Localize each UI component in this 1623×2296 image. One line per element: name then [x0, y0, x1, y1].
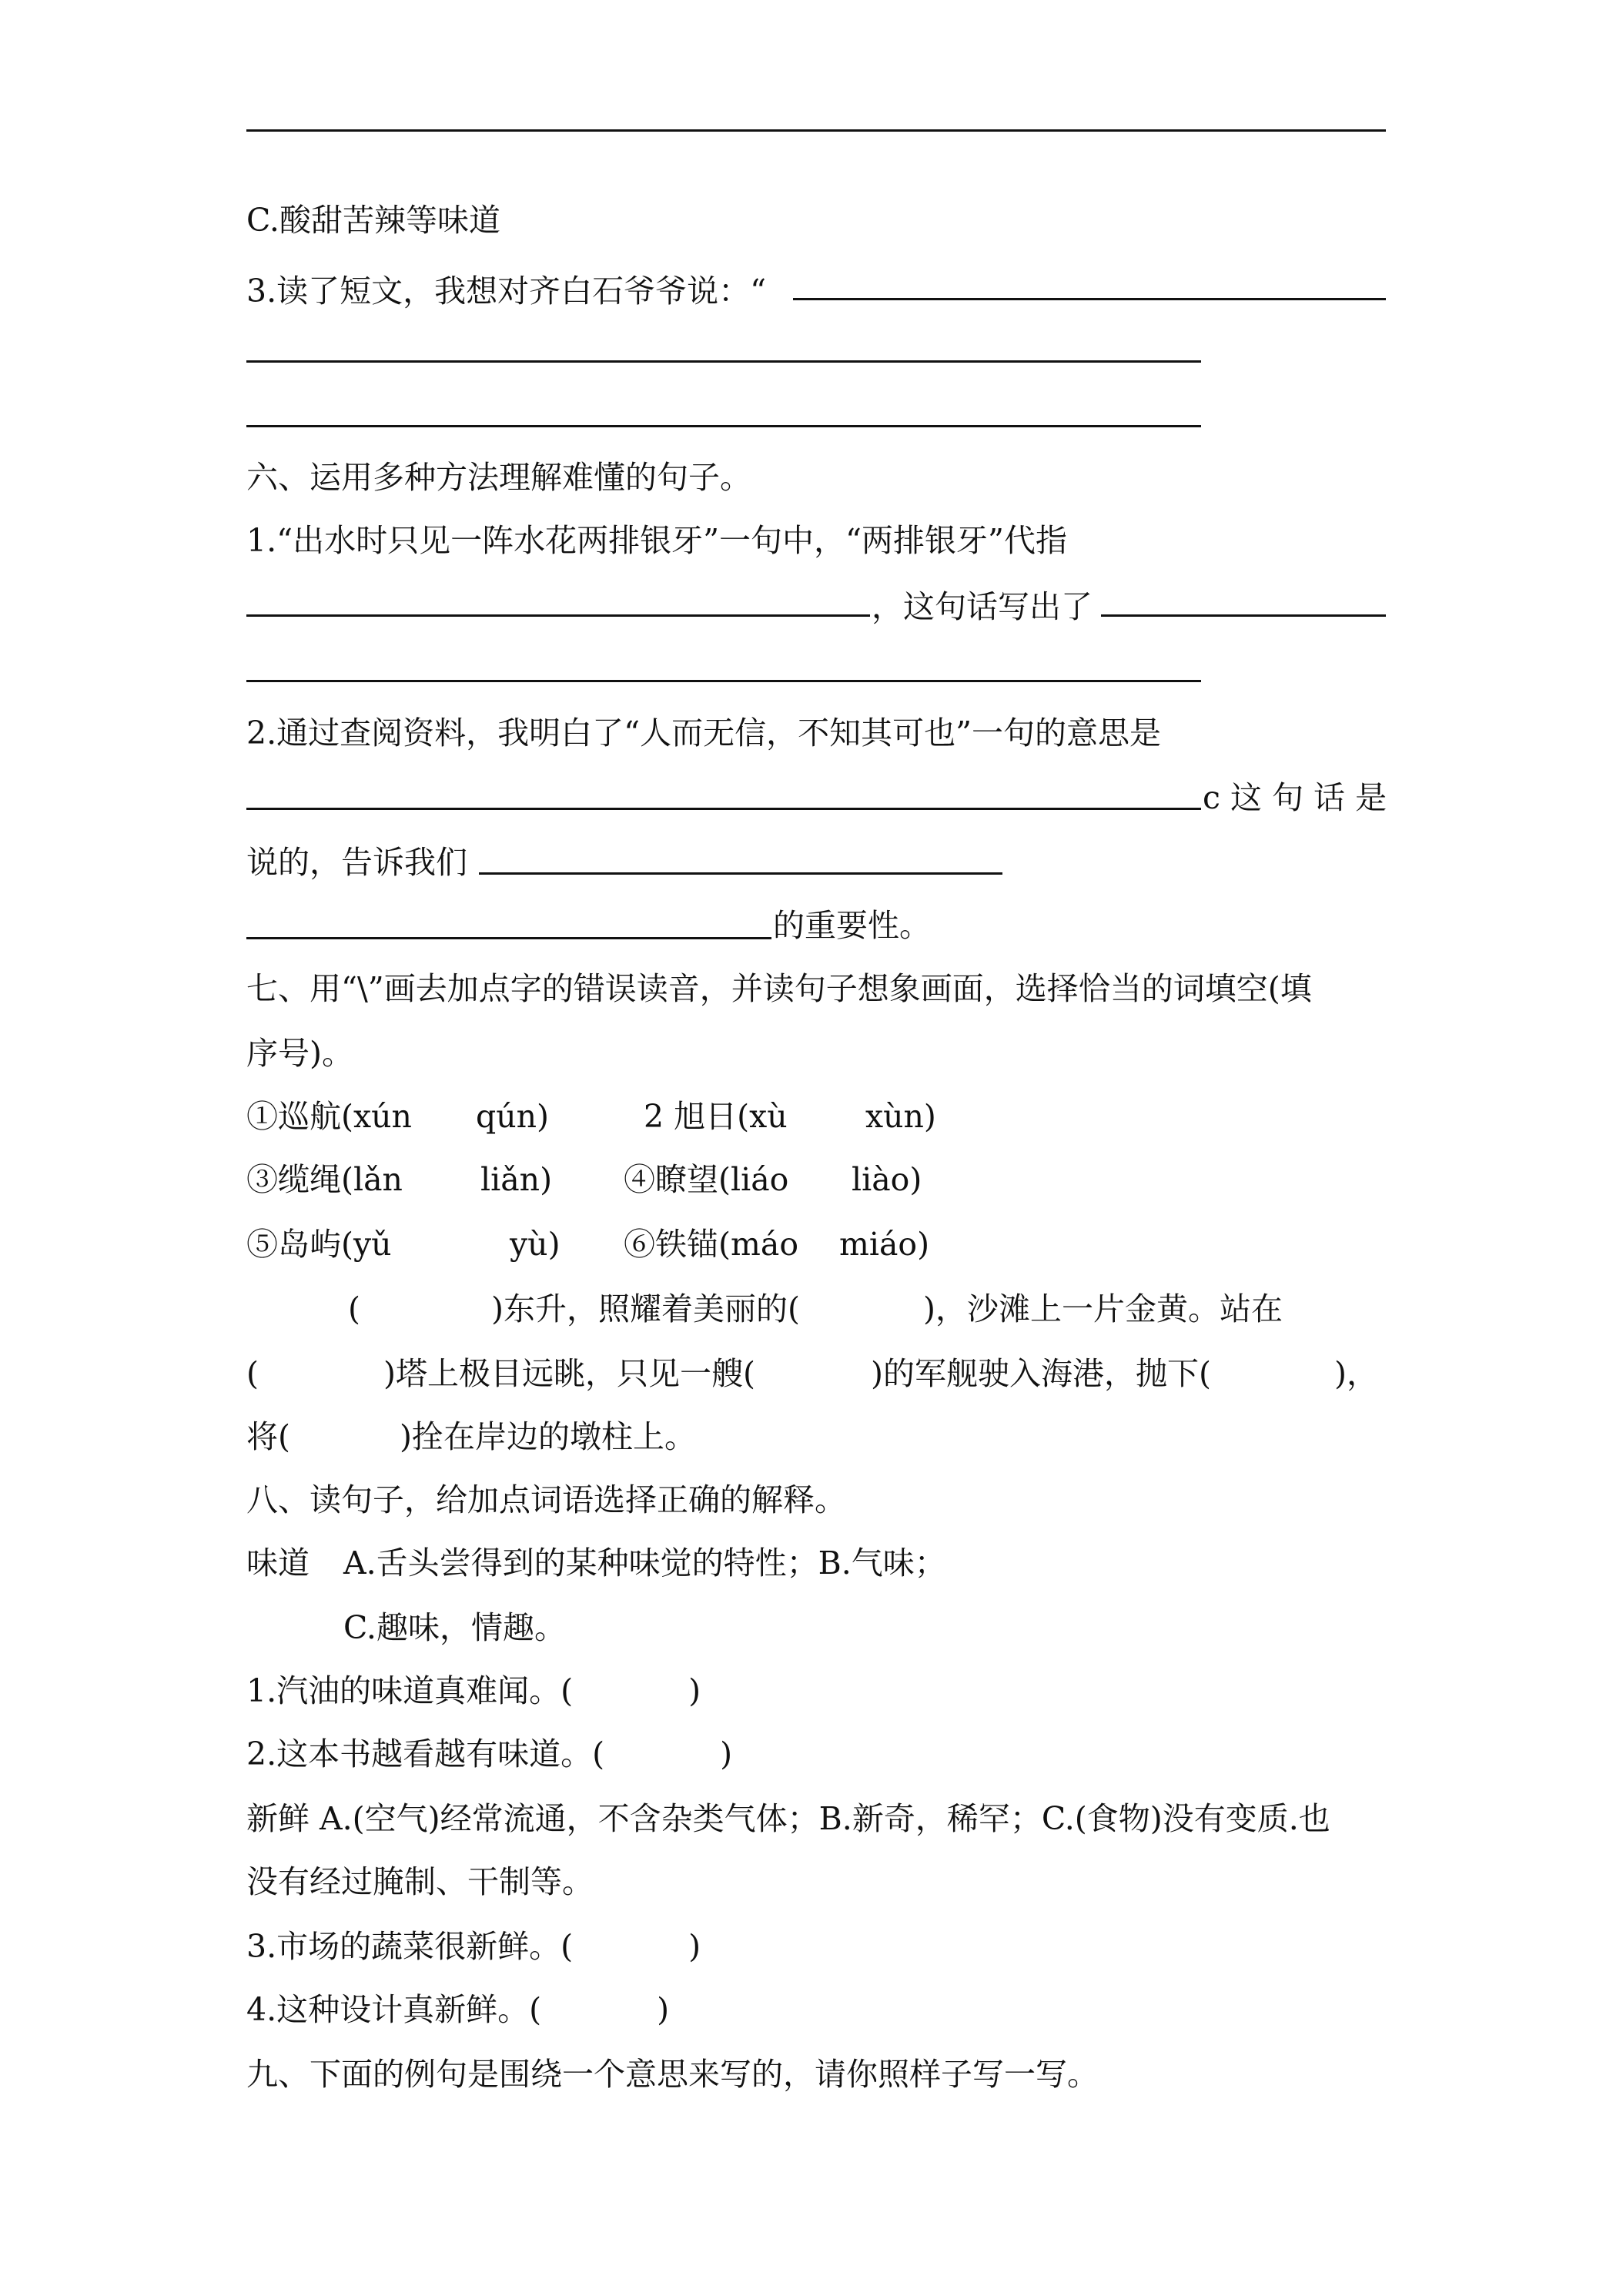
section-6-title: 六、运用多种方法理解难懂的句子。: [246, 459, 751, 496]
pinyin-item-4a: ④瞭望(liáo: [624, 1161, 789, 1198]
section-8-title: 八、读句子，给加点词语选择正确的解释。: [246, 1481, 846, 1518]
pinyin-item-3b: liǎn): [480, 1161, 553, 1198]
option-c: C.酸甜苦辣等味道: [246, 202, 500, 239]
word-xinxian-definition-2: 没有经过腌制、干制等。: [246, 1863, 594, 1900]
question-6-2-line3: 说的，告诉我们: [246, 844, 467, 881]
answer-line[interactable]: [246, 808, 1201, 810]
pinyin-item-1b: qún): [476, 1098, 550, 1135]
question-6-2: 2.通过查阅资料，我明白了“人而无信，不知其可也”一句的意思是: [246, 715, 1162, 751]
word-xinxian-definition: 新鲜 A.(空气)经常流通，不含杂类气体；B.新奇，稀罕；C.(食物)没有变质.也: [246, 1800, 1330, 1837]
pinyin-item-2a: 2 旭日(xù: [644, 1098, 788, 1135]
answer-line[interactable]: [246, 129, 1386, 132]
answer-line[interactable]: [246, 614, 870, 617]
section-9-title: 九、下面的例句是围绕一个意思来写的，请你照样子写一写。: [246, 2056, 1099, 2093]
fill-paragraph-line-2: ( )塔上极目远眺，只见一艘( )的军舰驶入海港，抛下( )，: [246, 1355, 1378, 1392]
pinyin-item-6a: ⑥铁锚(máo: [624, 1226, 799, 1263]
answer-line[interactable]: [246, 937, 771, 939]
answer-line[interactable]: [479, 872, 1002, 875]
question-8-4: 4.这种设计真新鲜。( ): [246, 1991, 670, 2028]
question-8-3: 3.市场的蔬菜很新鲜。( ): [246, 1928, 701, 1965]
pinyin-item-3a: ③缆绳(lǎn: [246, 1161, 403, 1198]
answer-line[interactable]: [246, 360, 1201, 363]
pinyin-item-6b: miáo): [839, 1226, 930, 1263]
fill-paragraph-line-3: 将( )拴在岸边的墩柱上。: [246, 1418, 696, 1455]
answer-line[interactable]: [246, 425, 1201, 427]
question-5-3: 3.读了短文，我想对齐白石爷爷说：“: [246, 273, 767, 310]
pinyin-item-5b: yù): [510, 1226, 561, 1263]
pinyin-item-1a: ①巡航(xún: [246, 1098, 412, 1135]
fill-paragraph-line-1: ( )东升，照耀着美丽的( )，沙滩上一片金黄。站在: [348, 1290, 1283, 1327]
question-6-1-mid: ，这句话写出了: [872, 588, 1093, 625]
word-weidao-definition-2: C.趣味，情趣。: [343, 1609, 566, 1646]
question-6-1: 1.“出水时只见一阵水花两排银牙”一句中，“两排银牙”代指: [246, 522, 1067, 559]
pinyin-item-2b: xùn): [865, 1098, 936, 1135]
question-6-2-end: c 这 句 话 是: [1203, 779, 1387, 816]
answer-line[interactable]: [1101, 614, 1386, 617]
question-8-2: 2.这本书越看越有味道。( ): [246, 1735, 733, 1772]
question-8-1: 1.汽油的味道真难闻。( ): [246, 1672, 701, 1709]
section-7-title: 七、用“\”画去加点字的错误读音，并读句子想象画面，选择恰当的词填空(填: [246, 970, 1312, 1007]
answer-line[interactable]: [246, 680, 1201, 682]
answer-line[interactable]: [793, 298, 1386, 300]
word-weidao-definition: A.舌头尝得到的某种味觉的特性；B.气味；: [343, 1545, 946, 1581]
word-weidao: 味道: [246, 1545, 310, 1581]
section-7-title-2: 序号)。: [246, 1035, 353, 1072]
pinyin-item-4b: liào): [852, 1161, 922, 1198]
pinyin-item-5a: ⑤岛屿(yǔ: [246, 1226, 392, 1263]
question-6-2-end2: 的重要性。: [773, 907, 931, 944]
